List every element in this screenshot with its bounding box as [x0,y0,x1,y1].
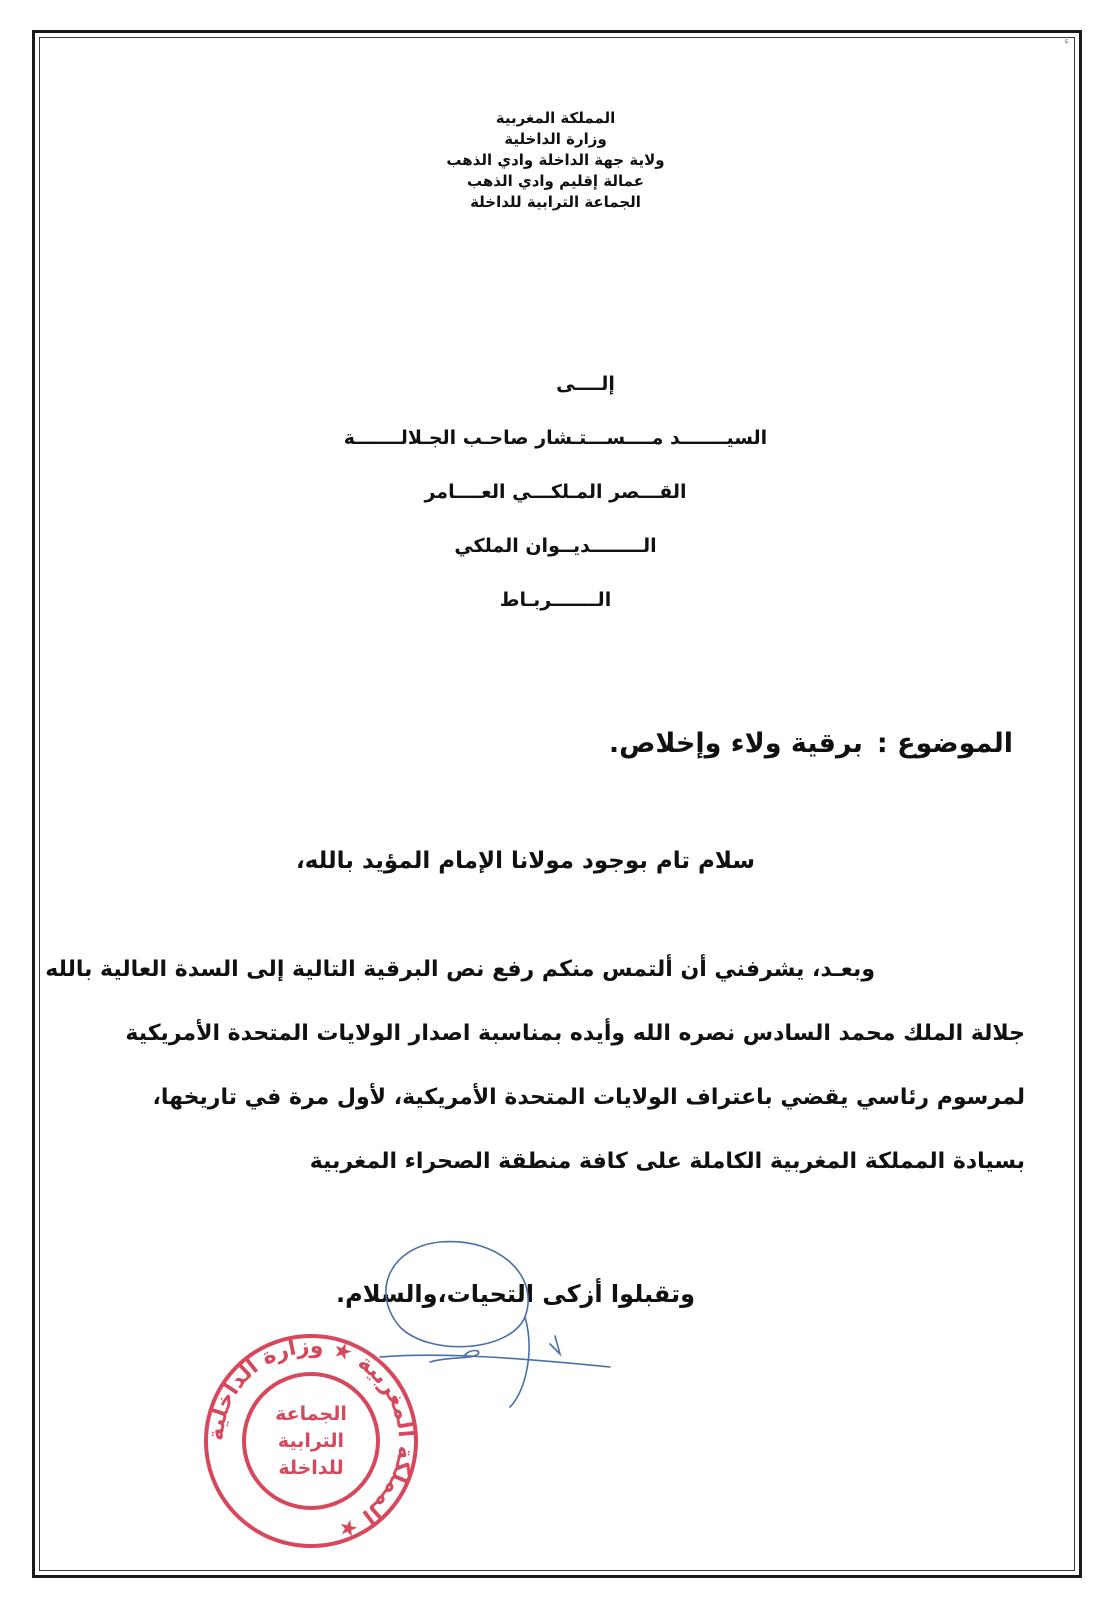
subject-line [609,728,1013,759]
closing-line: وتقبلوا أزكى التحيات،والسلام. [336,1280,695,1308]
addressee-cabinet: الــــــــديــوان الملكي [454,535,657,557]
body-line: بسيادة المملكة المغربية الكاملة على كافة منطقة الصحراء المغربية [309,1149,1025,1174]
addressee-palace: القـــصر المـلكـــي العــــامر [424,481,687,503]
body-line: جلالة الملك محمد السادس نصره الله وأيده بمناسبة اصدار الولايات المتحدة الأمريكية [125,1021,1025,1046]
stamp-inner-line-2: الترابية [277,1430,345,1452]
official-stamp [200,1330,422,1552]
subject-label: الموضوع : [876,728,1013,759]
stamp-outer-text: المملكة المغربية ★ وزارة الداخلية ★ [203,1333,419,1544]
addressee-block [0,370,1111,640]
body-line: وبعـد، يشرفني أن ألتمس منكم رفع نص البرقية التالية إلى السدة العالية بالله [45,957,875,982]
stamp-inner-line-3: للداخلة [278,1457,344,1479]
letterhead-commune: الجماعة الترابية للداخلة [470,193,641,211]
corner-mark: ء [1064,36,1069,47]
addressee-to: إلــــى [556,373,615,395]
letterhead-prefecture: عمالة إقليم وادي الذهب [467,172,644,190]
body-line: لمرسوم رئاسي يقضي باعتراف الولايات المتحدة الأمريكية، لأول مرة في تاريخها، [152,1085,1025,1110]
letter-body [45,938,1025,1194]
greeting: سلام تام بوجود مولانا الإمام المؤيد بالله، [295,848,755,874]
letterhead-ministry: وزارة الداخلية [504,130,607,148]
subject-text: برقية ولاء وإخلاص. [608,728,863,759]
letterhead-region: ولاية جهة الداخلة وادي الذهب [446,151,665,169]
stamp-inner-line-1: الجماعة [275,1403,347,1425]
letterhead [0,108,1111,213]
letterhead-kingdom: المملكة المغربية [495,109,616,127]
addressee-city: الـــــــربـاط [499,589,612,611]
addressee-recipient: السيـــــــد مــــســـتـشار صاحـب الجـلالـــــــة [343,427,768,449]
